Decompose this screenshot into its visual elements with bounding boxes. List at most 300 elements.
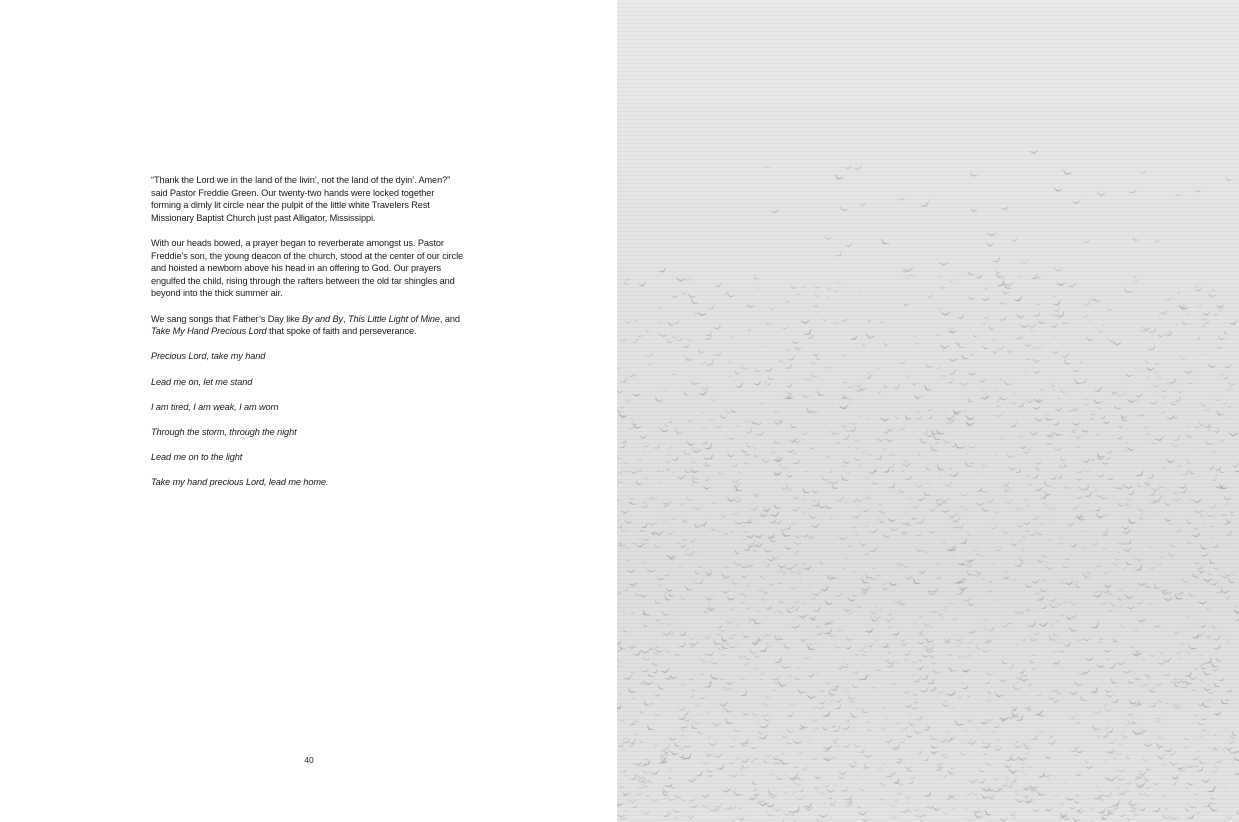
paragraph-3-text: , and — [439, 313, 460, 324]
bird-icon — [803, 802, 814, 809]
bird-icon — [784, 300, 790, 303]
bird-icon — [688, 297, 699, 306]
bird-icon — [1154, 362, 1159, 365]
bird-icon — [851, 514, 862, 520]
bird-icon — [939, 275, 944, 279]
bird-icon — [707, 774, 714, 778]
bird-icon — [968, 171, 978, 178]
bird-icon — [978, 778, 988, 785]
bird-icon — [913, 335, 917, 338]
bird-icon — [826, 682, 831, 685]
bird-icon — [1011, 238, 1018, 243]
bird-icon — [908, 780, 914, 786]
bird-icon — [805, 694, 816, 701]
bird-icon — [1148, 566, 1156, 571]
bird-icon — [1211, 477, 1218, 483]
bird-icon — [1014, 675, 1023, 679]
bird-icon — [958, 382, 969, 387]
bird-icon — [1039, 730, 1044, 733]
bird-icon — [713, 352, 724, 358]
bird-icon — [1103, 649, 1111, 653]
bird-icon — [1015, 313, 1026, 320]
bird-icon — [894, 566, 900, 569]
bird-icon — [776, 580, 782, 585]
bird-icon — [674, 653, 681, 656]
bird-icon — [1067, 540, 1071, 543]
bird-icon — [777, 635, 785, 642]
bird-icon — [851, 758, 859, 765]
bird-icon — [852, 669, 861, 676]
bird-icon — [1058, 456, 1066, 462]
bird-icon — [978, 768, 986, 773]
bird-icon — [808, 408, 819, 414]
bird-icon — [767, 532, 776, 540]
bird-icon — [1108, 806, 1113, 808]
bird-icon — [737, 471, 742, 475]
bird-icon — [679, 797, 687, 803]
bird-icon — [1125, 428, 1130, 431]
bird-icon — [853, 164, 864, 172]
bird-icon — [661, 797, 667, 801]
paragraph-3-text: , — [343, 313, 348, 324]
bird-icon — [696, 687, 701, 690]
bird-icon — [792, 341, 800, 344]
bird-icon — [776, 564, 787, 569]
bird-icon — [1198, 664, 1207, 672]
bird-icon — [899, 739, 906, 744]
bird-icon — [1078, 361, 1083, 364]
bird-icon — [617, 407, 624, 414]
bird-icon — [711, 400, 716, 402]
bird-icon — [966, 602, 975, 608]
bird-icon — [1139, 807, 1148, 813]
bird-icon — [713, 753, 723, 759]
bird-icon — [1226, 577, 1236, 586]
bird-icon — [975, 797, 980, 799]
bird-icon — [915, 517, 926, 526]
bird-icon — [902, 565, 910, 568]
bird-icon — [1035, 557, 1045, 564]
bird-icon — [660, 668, 671, 675]
bird-icon — [864, 493, 872, 500]
bird-icon — [660, 748, 668, 752]
bird-icon — [860, 586, 871, 592]
bird-icon — [1191, 756, 1200, 761]
bird-icon — [743, 661, 750, 667]
bird-icon — [633, 732, 639, 737]
bird-icon — [1008, 664, 1016, 671]
bird-icon — [1049, 734, 1055, 739]
bird-icon — [703, 652, 709, 657]
bird-icon — [1124, 373, 1133, 378]
bird-icon — [1185, 802, 1190, 806]
bird-icon — [986, 700, 992, 702]
bird-icon — [841, 566, 847, 570]
bird-icon — [923, 790, 934, 799]
bird-icon — [1111, 561, 1119, 566]
bird-icon — [742, 712, 750, 716]
bird-icon — [823, 628, 834, 637]
bird-icon — [1222, 784, 1228, 789]
bird-icon — [1122, 735, 1129, 739]
bird-icon — [981, 577, 985, 580]
bird-icon — [1151, 487, 1160, 491]
bird-icon — [1153, 625, 1160, 628]
bird-icon — [736, 654, 747, 660]
bird-icon — [1094, 512, 1105, 520]
bird-icon — [961, 669, 971, 673]
bird-icon — [956, 524, 965, 530]
bird-icon — [679, 544, 687, 548]
bird-icon — [754, 655, 760, 658]
bird-icon — [851, 684, 859, 690]
bird-icon — [737, 815, 747, 822]
bird-icon — [652, 597, 662, 606]
bird-icon — [743, 580, 752, 589]
bird-icon — [1127, 490, 1136, 497]
bird-icon — [661, 501, 671, 509]
bird-icon — [642, 562, 646, 564]
bird-icon — [831, 725, 842, 734]
bird-icon — [814, 293, 820, 297]
bird-icon — [1112, 404, 1123, 411]
bird-icon — [1164, 297, 1173, 302]
bird-icon — [632, 393, 642, 397]
bird-icon — [751, 667, 759, 671]
bird-icon — [1083, 402, 1090, 406]
bird-icon — [911, 382, 918, 385]
bird-icon — [719, 629, 726, 632]
bird-icon — [859, 203, 866, 206]
bird-icon — [1189, 622, 1195, 625]
bird-icon — [794, 534, 801, 539]
bird-icon — [948, 766, 957, 771]
bird-icon — [728, 762, 733, 764]
bird-icon — [1052, 689, 1058, 693]
bird-icon — [786, 474, 794, 478]
bird-icon — [624, 557, 631, 562]
bird-icon — [795, 293, 801, 296]
bird-icon — [802, 561, 809, 567]
bird-icon — [1132, 812, 1140, 817]
bird-icon — [915, 547, 923, 553]
bird-icon — [1031, 273, 1040, 281]
bird-icon — [1106, 607, 1114, 614]
bird-icon — [875, 437, 886, 442]
bird-icon — [893, 799, 900, 803]
bird-icon — [617, 367, 622, 370]
bird-icon — [1104, 689, 1113, 693]
bird-icon — [1094, 488, 1098, 492]
bird-icon — [630, 696, 636, 700]
bird-icon — [627, 649, 632, 652]
bird-icon — [914, 414, 924, 421]
bird-icon — [1160, 591, 1170, 595]
bird-icon — [1018, 275, 1024, 279]
bird-icon — [691, 446, 695, 448]
bird-icon — [1163, 700, 1170, 706]
bird-icon — [993, 452, 998, 457]
bird-icon — [683, 753, 694, 762]
bird-icon — [1009, 811, 1017, 817]
bird-icon — [998, 315, 1008, 323]
bird-icon — [840, 425, 847, 428]
bird-icon — [1032, 406, 1041, 411]
bird-icon — [687, 777, 698, 783]
bird-icon — [887, 482, 897, 491]
bird-icon — [808, 535, 816, 539]
bird-icon — [842, 662, 851, 666]
bird-icon — [902, 690, 911, 694]
bird-icon — [1084, 490, 1094, 499]
bird-icon — [850, 422, 857, 425]
bird-icon — [950, 707, 956, 710]
bird-icon — [663, 572, 672, 577]
bird-icon — [915, 409, 922, 415]
bird-icon — [969, 461, 975, 465]
bird-icon — [800, 284, 807, 290]
bird-icon — [744, 605, 752, 611]
bird-icon — [1108, 601, 1113, 605]
bird-icon — [934, 497, 942, 502]
bird-icon — [1083, 397, 1089, 401]
bird-icon — [939, 344, 950, 350]
bird-icon — [1184, 737, 1190, 741]
bird-icon — [814, 356, 821, 362]
bird-icon — [1230, 462, 1239, 469]
bird-icon — [1133, 279, 1141, 284]
bird-icon — [1228, 740, 1234, 744]
bird-icon — [710, 527, 717, 532]
bird-icon — [815, 630, 825, 637]
bird-icon — [812, 605, 824, 614]
bird-icon — [1151, 384, 1160, 388]
bird-icon — [965, 563, 973, 569]
bird-icon — [1157, 375, 1164, 380]
bird-icon — [766, 376, 774, 382]
bird-icon — [1203, 578, 1213, 582]
bird-icon — [1211, 624, 1218, 630]
bird-icon — [744, 462, 750, 464]
bird-icon — [980, 721, 990, 725]
bird-icon — [1179, 592, 1185, 594]
bird-icon — [653, 543, 660, 549]
bird-icon — [959, 751, 966, 756]
bird-icon — [1149, 400, 1159, 405]
bird-icon — [652, 651, 661, 655]
bird-icon — [808, 514, 818, 521]
bird-icon — [983, 627, 989, 631]
bird-icon — [856, 774, 862, 778]
bird-icon — [940, 607, 947, 611]
bird-icon — [632, 339, 639, 345]
bird-icon — [879, 465, 883, 468]
bird-icon — [1084, 765, 1094, 770]
bird-icon — [840, 786, 851, 794]
bird-icon — [703, 461, 713, 469]
bird-icon — [1022, 450, 1030, 455]
bird-icon — [702, 634, 712, 640]
bird-icon — [991, 532, 995, 534]
bird-icon — [1073, 800, 1080, 804]
bird-icon — [810, 523, 821, 529]
bird-icon — [901, 724, 911, 732]
bird-icon — [705, 331, 714, 338]
bird-icon — [1145, 786, 1152, 790]
bird-icon — [764, 165, 771, 169]
bird-icon — [1003, 764, 1012, 768]
bird-icon — [1052, 335, 1057, 338]
bird-icon — [1095, 785, 1101, 789]
bird-icon — [699, 673, 705, 675]
bird-icon — [979, 811, 984, 815]
bird-icon — [762, 692, 771, 700]
bird-icon — [784, 362, 795, 371]
bird-icon — [1103, 791, 1114, 799]
bird-icon — [764, 367, 774, 373]
bird-icon — [1126, 719, 1136, 726]
bird-icon — [1119, 414, 1129, 420]
bird-icon — [800, 431, 810, 436]
bird-icon — [967, 695, 972, 697]
bird-icon — [916, 665, 925, 671]
bird-icon — [1221, 494, 1232, 502]
bird-icon — [946, 769, 955, 776]
bird-icon — [990, 562, 995, 565]
bird-icon — [719, 414, 728, 420]
bird-icon — [1176, 291, 1181, 295]
paragraph-3 — [151, 313, 466, 338]
bird-icon — [1024, 583, 1034, 589]
bird-icon — [1170, 556, 1174, 558]
bird-icon — [1100, 496, 1108, 500]
bird-icon — [981, 649, 989, 653]
bird-icon — [621, 510, 630, 514]
bird-icon — [984, 671, 995, 677]
bird-icon — [1192, 527, 1200, 530]
bird-icon — [722, 407, 734, 417]
bird-icon — [1188, 469, 1196, 475]
bird-icon — [1161, 794, 1167, 798]
bird-icon — [844, 636, 855, 643]
bird-icon — [901, 463, 912, 468]
bird-icon — [927, 408, 932, 412]
bird-icon — [1132, 671, 1137, 676]
bird-icon — [822, 710, 833, 719]
bird-icon — [1173, 396, 1183, 405]
bird-icon — [1225, 639, 1230, 643]
bird-icon — [882, 762, 887, 766]
bird-icon — [634, 479, 643, 487]
bird-icon — [735, 756, 740, 760]
bird-icon — [940, 592, 945, 596]
bird-icon — [624, 774, 629, 777]
bird-icon — [976, 486, 985, 494]
bird-icon — [1058, 388, 1068, 395]
bird-icon — [995, 404, 1001, 408]
bird-icon — [930, 686, 938, 693]
bird-icon — [1121, 526, 1129, 530]
bird-icon — [673, 816, 678, 820]
bird-icon — [937, 307, 944, 312]
bird-icon — [690, 689, 696, 692]
bird-icon — [1224, 417, 1229, 420]
bird-icon — [618, 692, 624, 695]
bird-icon — [842, 433, 852, 442]
bird-icon — [1052, 299, 1063, 308]
bird-icon — [1158, 317, 1162, 319]
bird-icon — [916, 451, 924, 458]
bird-icon — [1015, 790, 1019, 792]
bird-icon — [714, 283, 723, 289]
bird-icon — [765, 642, 772, 648]
bird-icon — [744, 688, 749, 691]
bird-icon — [851, 593, 858, 597]
bird-icon — [967, 296, 975, 301]
bird-icon — [815, 672, 820, 676]
bird-icon — [922, 429, 930, 436]
bird-icon — [740, 448, 748, 455]
bird-icon — [735, 622, 741, 627]
bird-icon — [663, 743, 673, 751]
bird-icon — [1121, 669, 1132, 675]
bird-icon — [640, 450, 646, 455]
bird-icon — [1049, 623, 1054, 626]
bird-icon — [915, 533, 923, 538]
bird-icon — [617, 519, 621, 523]
bird-icon — [885, 772, 896, 780]
bird-icon — [1069, 543, 1079, 549]
bird-icon — [1005, 779, 1009, 783]
bird-icon — [1092, 399, 1103, 405]
bird-icon — [1061, 169, 1073, 177]
bird-icon — [809, 718, 819, 723]
bird-icon — [941, 509, 950, 513]
bird-icon — [866, 643, 874, 648]
bird-icon — [668, 445, 673, 449]
bird-icon — [1212, 733, 1218, 738]
bird-icon — [863, 651, 867, 654]
bird-icon — [781, 325, 790, 331]
bird-icon — [673, 428, 684, 436]
bird-icon — [980, 739, 987, 745]
bird-icon — [895, 791, 904, 796]
bird-icon — [1170, 780, 1178, 786]
bird-icon — [902, 696, 906, 700]
bird-icon — [1026, 765, 1032, 769]
bird-icon — [1106, 728, 1114, 735]
bird-icon — [1234, 466, 1239, 475]
bird-icon — [940, 498, 950, 504]
bird-icon — [981, 742, 992, 750]
bird-icon — [1101, 547, 1107, 550]
bird-icon — [1127, 790, 1132, 792]
bird-icon — [965, 792, 974, 796]
bird-icon — [1206, 684, 1211, 686]
bird-icon — [985, 498, 995, 505]
bird-icon — [772, 439, 780, 445]
bird-icon — [681, 292, 686, 295]
bird-icon — [942, 774, 948, 778]
bird-icon — [1024, 529, 1030, 532]
bird-icon — [655, 644, 661, 649]
bird-icon — [1123, 566, 1128, 570]
bird-icon — [1200, 661, 1206, 665]
bird-icon — [829, 700, 834, 702]
bird-icon — [1187, 591, 1195, 598]
bird-icon — [1212, 429, 1221, 434]
bird-icon — [623, 546, 632, 550]
